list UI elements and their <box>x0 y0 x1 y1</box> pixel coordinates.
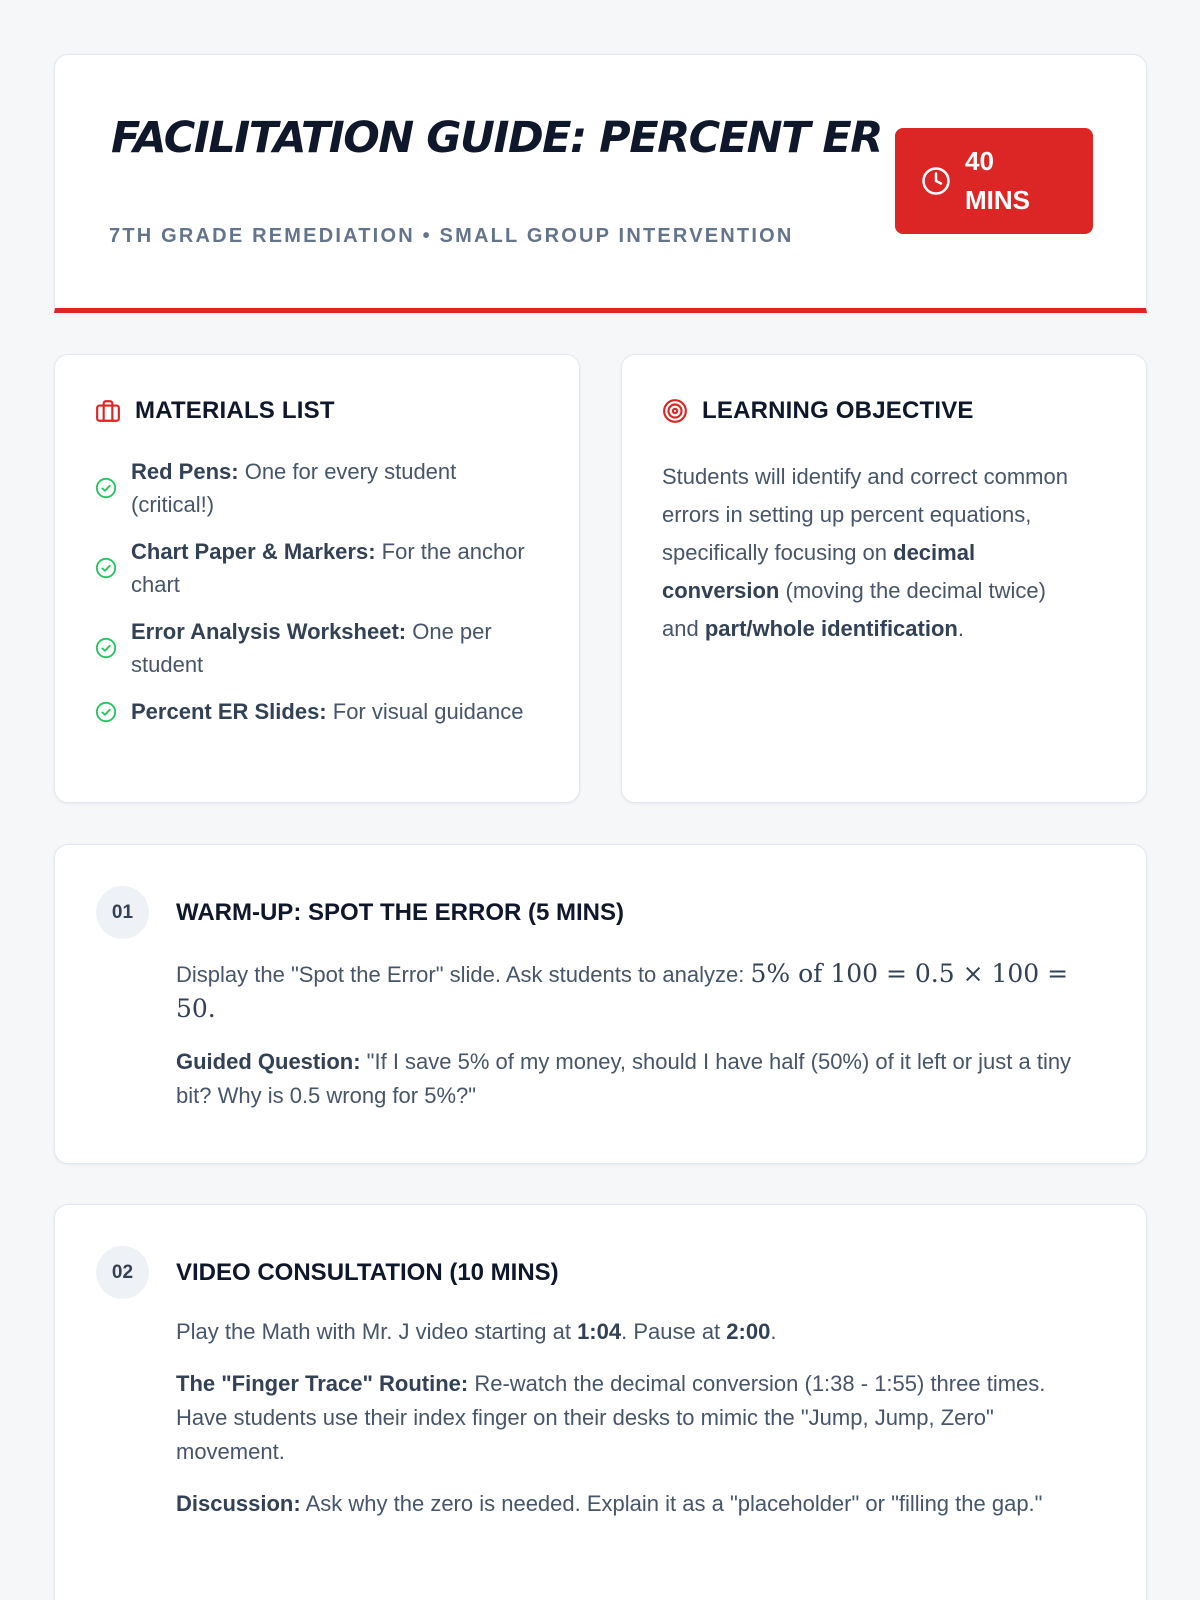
math-expression: 5% of 100 = 0.5 × 100 = 50. <box>176 959 1069 1023</box>
step-text: . Pause at <box>621 1319 727 1344</box>
material-label: Red Pens: <box>131 459 239 484</box>
step-paragraph <box>176 1367 1096 1469</box>
step-text: "If I save 5% of my money, should I have half (50%) of it left or just a tiny bit? Why is 0.5 wrong for 5%?" <box>176 1049 1072 1108</box>
step-title: WARM-UP: SPOT THE ERROR (5 MINS) <box>176 899 624 926</box>
step-card-video <box>54 1204 1147 1600</box>
step-card-warm-up <box>54 844 1147 1164</box>
check-circle-icon <box>95 701 117 723</box>
step-body <box>176 1315 1096 1539</box>
list-item <box>95 615 545 681</box>
objective-text-part: . <box>957 616 964 641</box>
step-paragraph <box>176 1315 1096 1349</box>
list-item <box>95 455 545 521</box>
step-text: . <box>770 1319 777 1344</box>
objective-header <box>662 397 974 425</box>
material-text: One for every student (critical!) <box>131 459 457 517</box>
material-label: Chart Paper & Markers: <box>131 539 376 564</box>
objective-text-part: Students will identify and correct common errors in setting up percent equations, specifically focusing on <box>662 464 1068 565</box>
materials-title: MATERIALS LIST <box>135 397 335 424</box>
target-icon <box>662 398 688 424</box>
materials-header <box>95 397 335 425</box>
material-label: Error Analysis Worksheet: <box>131 619 407 644</box>
step-number: 02 <box>96 1246 149 1299</box>
timestamp: 2:00 <box>726 1319 771 1344</box>
objective-emphasis: part/whole identification <box>704 616 958 641</box>
materials-card <box>54 354 580 803</box>
step-text: Ask why the zero is needed. Explain it as a "placeholder" or "filling the gap." <box>300 1491 1043 1516</box>
check-circle-icon <box>95 557 117 579</box>
objective-text-part: (moving the decimal twice) and <box>662 578 1046 641</box>
check-circle-icon <box>95 637 117 659</box>
objective-text <box>662 458 1082 648</box>
briefcase-icon <box>95 398 121 424</box>
objective-emphasis: decimal conversion <box>662 540 976 603</box>
page-title: FACILITATION GUIDE: PERCENT ER <box>111 113 882 163</box>
step-text: Play the Math with Mr. J video starting at <box>176 1319 578 1344</box>
duration-badge <box>895 128 1093 234</box>
materials-list <box>95 455 545 742</box>
step-number: 01 <box>96 886 149 939</box>
header-card <box>54 54 1147 313</box>
guided-question-label: Guided Question: <box>176 1049 361 1074</box>
list-item <box>95 695 545 728</box>
step-paragraph <box>176 1487 1096 1521</box>
step-title: VIDEO CONSULTATION (10 MINS) <box>176 1259 559 1286</box>
objective-title: LEARNING OBJECTIVE <box>702 397 974 424</box>
check-circle-icon <box>95 477 117 499</box>
step-body <box>176 957 1096 1131</box>
duration-text: 40 MINS <box>965 146 1030 215</box>
material-text: For the anchor chart <box>131 539 525 597</box>
material-text: For visual guidance <box>326 699 524 724</box>
page-subtitle: 7TH GRADE REMEDIATION • SMALL GROUP INTERVENTION <box>109 225 794 247</box>
objective-card <box>621 354 1147 803</box>
list-item <box>95 535 545 601</box>
step-text: Display the "Spot the Error" slide. Ask students to analyze: <box>176 962 751 987</box>
routine-label: The "Finger Trace" Routine: <box>176 1371 469 1396</box>
timestamp: 1:04 <box>577 1319 622 1344</box>
step-paragraph <box>176 1045 1096 1113</box>
clock-icon <box>921 166 951 196</box>
material-text: One per student <box>131 619 492 677</box>
material-label: Percent ER Slides: <box>131 699 327 724</box>
step-text: Re-watch the decimal conversion (1:38 - 1:55) three times. Have students use their index finger on their desks to mimic the "Jump, Jump, Zero" movement. <box>176 1371 1046 1464</box>
discussion-label: Discussion: <box>176 1491 301 1516</box>
step-paragraph <box>176 957 1096 1027</box>
